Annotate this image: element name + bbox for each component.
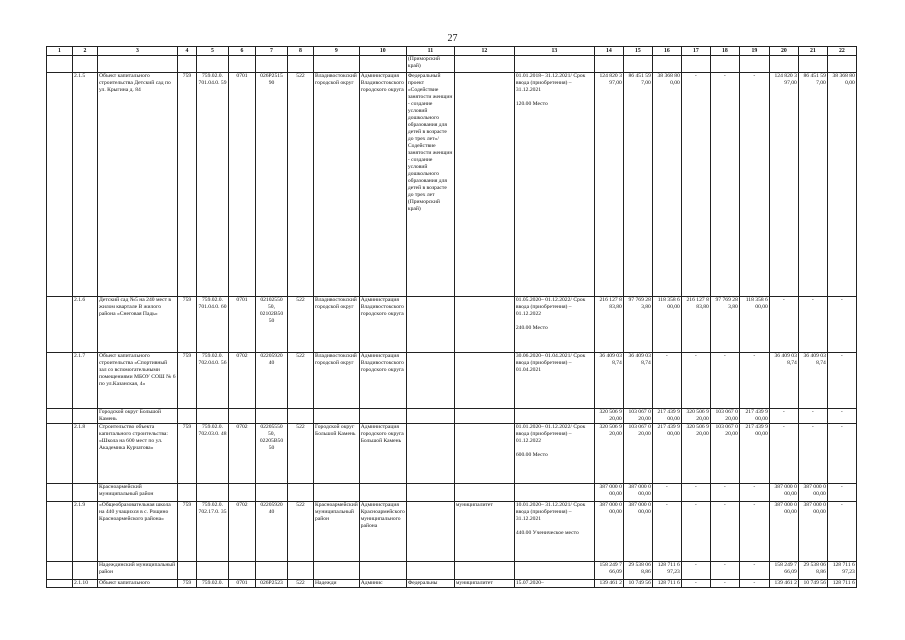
cell-c5: 759.02.0. [197,580,229,588]
cell-c13: 10.01.2020– 31.12.2021/ Срок ввода (приобретения) – 31.12.2021 440.00 Ученическое место [514,502,594,562]
cell-c9: Владивостокский городской округ [314,297,360,353]
cell-c18: - [710,502,739,562]
cell-c20: 36 409 03 8,74 [769,353,798,409]
header-cell: 14 [594,47,623,56]
cell-c11 [406,297,454,353]
cell-c20: - [769,409,798,424]
cell-c16: - [652,353,681,409]
subtotal-row [47,484,857,502]
cell-c12 [454,353,514,409]
object-name: Объект капитального строительства «Спортивный зал со вспомогательными помещениями МБОУ СОШ № 6 по ул.Казанская, 4» [98,353,178,409]
header-cell: 10 [359,47,406,56]
header-cell: 8 [288,47,314,56]
cell-c16: 38 368 80 0,00 [652,73,681,297]
object-name: Строительство объекта капитального строительства: «Школа на 600 мест по ул. Академика Курчатова» [98,424,178,484]
cell-c16: 128 711 6 [652,580,681,588]
cell-c16: - [652,502,681,562]
cell-c14: 36 409 03 8,74 [594,353,623,409]
objects-table [46,46,857,588]
cell-c7: 02205920 40 [256,353,288,409]
cell-c18: - [710,353,739,409]
cell-c18: - [710,484,739,502]
header-cell: 17 [681,47,710,56]
cell-c6: 0701 [229,297,256,353]
cell-c19: 118 358 6 00,00 [739,297,769,353]
cell-c15: 387 000 0 00,00 [623,502,652,562]
subtotal-name: Городской округ Большой Камень [98,409,178,424]
cell-c16: - [652,484,681,502]
cell-c4: 759 [178,297,197,353]
table-row [47,56,857,73]
cell-c10: Админис [359,580,406,588]
row-number: 2.1.9 [73,502,98,562]
cell-c11 [406,424,454,484]
cell-c5: 759.02.0. 702.17.0. 35 [197,502,229,562]
cell-c16: 217 439 9 00,00 [652,409,681,424]
cell-c21: 29 538 06 8,86 [798,562,827,580]
table-row [47,73,857,297]
header-cell: 18 [710,47,739,56]
row-number: 2.1.6 [73,297,98,353]
cell-c20: 124 820 3 97,00 [769,73,798,297]
row-number: 2.1.7 [73,353,98,409]
header-cell: 13 [514,47,594,56]
cell-c6: 0701 [229,580,256,588]
cell-c4: 759 [178,580,197,588]
cell-c15: 86 451 59 7,00 [623,73,652,297]
header-cell: 2 [73,47,98,56]
cell-c20: 387 000 0 00,00 [769,484,798,502]
header-cell: 6 [229,47,256,56]
cell-c19: - [739,484,769,502]
cell-c21: 36 409 03 8,74 [798,353,827,409]
cell-c15: 10 749 56 [623,580,652,588]
header-cell: 20 [769,47,798,56]
cell-c8: 522 [288,580,314,588]
cell-c18: - [710,580,739,588]
cell-c9: Владивостокский городской округ [314,353,360,409]
table-row [47,297,857,353]
cell-c12 [454,297,514,353]
header-cell: 3 [98,47,178,56]
cell-c14: 216 127 8 83,80 [594,297,623,353]
cell-c17: - [681,353,710,409]
cell-c22: 38 368 80 0,00 [827,73,856,297]
cell-c15: 97 769 28 3,80 [623,297,652,353]
cell-c20: - [769,297,798,353]
cell-c13: 01.05.2020– 01.12.2022/ Срок ввода (приобретения) – 01.12.2022 240.00 Место [514,297,594,353]
cell-c21: 387 000 0 00,00 [798,502,827,562]
cell-c11: (Приморский край) [406,56,454,73]
cell-c19: - [739,502,769,562]
row-number: 2.1.8 [73,424,98,484]
cell-c7: 02205920 40 [256,502,288,562]
cell-c5: 759.02.0. 702.04.0. 56 [197,353,229,409]
cell-c12 [454,424,514,484]
cell-c9: Владивостокский городской округ [314,73,360,297]
header-cell: 4 [178,47,197,56]
cell-c8: 522 [288,424,314,484]
cell-c15: 387 000 0 00,00 [623,484,652,502]
cell-c21: - [798,409,827,424]
cell-c21: - [798,297,827,353]
cell-c10: Администрация Владивостокского городского округа [359,73,406,297]
cell-c8: 522 [288,502,314,562]
subtotal-name: Надеждинский муниципальный район [98,562,178,580]
cell-c19: - [739,73,769,297]
cell-c9: Городской округ Большой Камень [314,424,360,484]
cell-c17: - [681,502,710,562]
header-cell: 19 [739,47,769,56]
cell-c14: 158 249 7 66,09 [594,562,623,580]
cell-c22: 128 711 6 97,23 [827,562,856,580]
cell-c11 [406,502,454,562]
cell-c17: - [681,562,710,580]
row-number: 2.1.5 [73,73,98,297]
cell-c4: 759 [178,502,197,562]
cell-c6: 0702 [229,353,256,409]
cell-c19: - [739,353,769,409]
cell-c12 [454,73,514,297]
cell-c18: - [710,562,739,580]
cell-c22: - [827,424,856,484]
cell-c15: 103 067 0 20,00 [623,424,652,484]
cell-c14: 320 506 9 20,00 [594,424,623,484]
cell-c15: 103 067 0 20,00 [623,409,652,424]
cell-c21: 86 451 59 7,00 [798,73,827,297]
cell-c21: - [798,424,827,484]
cell-c14: 124 820 3 97,00 [594,73,623,297]
cell-c10: Администрация Красноармейского муниципального района [359,502,406,562]
cell-c5: 759.02.0. 701.04.0. 59 [197,73,229,297]
table-row [47,502,857,562]
cell-c17: 216 127 8 83,80 [681,297,710,353]
header-cell: 21 [798,47,827,56]
header-cell: 1 [47,47,73,56]
cell-c15: 36 409 03 8,74 [623,353,652,409]
cell-c11: Федеральны [406,580,454,588]
header-cell: 22 [827,47,856,56]
header-cell: 9 [314,47,360,56]
cell-c14: 320 506 9 20,00 [594,409,623,424]
cell-c8: 522 [288,73,314,297]
cell-c20: 139 461 2 [769,580,798,588]
cell-c22: - [827,502,856,562]
cell-c21: 387 000 0 00,00 [798,484,827,502]
header-cell: 15 [623,47,652,56]
cell-c12: муниципалитет [454,580,514,588]
cell-c8: 522 [288,297,314,353]
header-cell: 12 [454,47,514,56]
cell-c19: - [739,562,769,580]
cell-c17: - [681,484,710,502]
cell-c13: 30.06.2020– 01.04.2021/ Срок ввода (приобретения) – 01.04.2021 [514,353,594,409]
cell-c18: - [710,73,739,297]
subtotal-row [47,562,857,580]
cell-c16: 217 439 9 00,00 [652,424,681,484]
cell-c16: 118 358 6 00,00 [652,297,681,353]
cell-c5: 759.02.0. 701.04.0. 60 [197,297,229,353]
cell-c11: Федеральный проект «Содействие занятости женщин - создание условий дошкольного образования для детей в возрасте до трех лет»/Содействие занятости женщин - создание условий дошкольного образования для детей в возрасте до трех лет (Приморский край) [406,73,454,297]
cell-c13: 01.01.2020– 01.12.2022/ Срок ввода (приобретения) – 01.12.2022 600.00 Место [514,424,594,484]
cell-c14: 387 000 0 00,00 [594,502,623,562]
cell-c18: 97 769 28 3,80 [710,297,739,353]
cell-c5: 759.02.0. 702.03.0. 48 [197,424,229,484]
cell-c15: 29 538 06 8,86 [623,562,652,580]
cell-c18: 103 067 0 20,00 [710,424,739,484]
cell-c4: 759 [178,424,197,484]
cell-c7: 02102550 50, 02102B50 50 [256,297,288,353]
cell-c19: 217 439 9 00,00 [739,409,769,424]
object-name: Объект капитального строительства Детский сад по ул. Крыгина д. 84 [98,73,178,297]
cell-c10: Администрация Владивостокского городского округа [359,297,406,353]
cell-c11 [406,353,454,409]
cell-c22: - [827,353,856,409]
cell-c4: 759 [178,353,197,409]
cell-c7: 026P2515 90 [256,73,288,297]
cell-c17: 320 506 9 20,00 [681,424,710,484]
cell-c19: - [739,580,769,588]
cell-c22: - [827,484,856,502]
cell-c16: 128 711 6 97,23 [652,562,681,580]
cell-c20: 387 000 0 00,00 [769,502,798,562]
header-cell: 5 [197,47,229,56]
cell-c13: 01.01.2018– 31.12.2021/ Срок ввода (приобретения) – 31.12.2021 120.00 Место [514,73,594,297]
cell-c9: Красноармейский муниципальный район [314,502,360,562]
cell-c22: - [827,409,856,424]
cell-c14: 387 000 0 00,00 [594,484,623,502]
subtotal-name: Красноармейский муниципальный район [98,484,178,502]
cell-c7: 026P2523 [256,580,288,588]
cell-c13: 15.07.2020– [514,580,594,588]
cell-c17: - [681,580,710,588]
cell-c8: 522 [288,353,314,409]
subtotal-row [47,409,857,424]
cell-c6: 0701 [229,73,256,297]
cell-c9: Надежди [314,580,360,588]
cell-c17: - [681,73,710,297]
cell-c22: 128 711 6 [827,580,856,588]
column-number-row [47,47,857,56]
object-name: «Общеобразовательная школа на 440 учащихся в с. Рощино Красноармейского района» [98,502,178,562]
cell-c6: 0702 [229,424,256,484]
cell-c18: 103 067 0 20,00 [710,409,739,424]
table-row [47,353,857,409]
header-cell: 16 [652,47,681,56]
cell-c20: 158 249 7 66,09 [769,562,798,580]
cell-c12: муниципалитет [454,502,514,562]
cell-c6: 0702 [229,502,256,562]
header-cell: 11 [406,47,454,56]
cell-c21: 10 749 56 [798,580,827,588]
cell-c10: Администрация Владивостокского городского округа [359,353,406,409]
cell-c22: - [827,297,856,353]
cell-c4: 759 [178,73,197,297]
header-cell: 7 [256,47,288,56]
row-number: 2.1.10 [73,580,98,588]
cell-c10: Администрация городского округа Большой Камень [359,424,406,484]
cell-c19: 217 439 9 00,00 [739,424,769,484]
cell-c17: 320 506 9 20,00 [681,409,710,424]
table-row [47,424,857,484]
table-row [47,580,857,588]
cell-c14: 139 461 2 [594,580,623,588]
object-name: Детский сад №5 на 240 мест в жилом квартале В жилого района «Снеговая Падь» [98,297,178,353]
object-name: Объект капитального [98,580,178,588]
page-number: 27 [447,33,458,44]
cell-c20: - [769,424,798,484]
cell-c7: 02205550 50, 02205B50 50 [256,424,288,484]
